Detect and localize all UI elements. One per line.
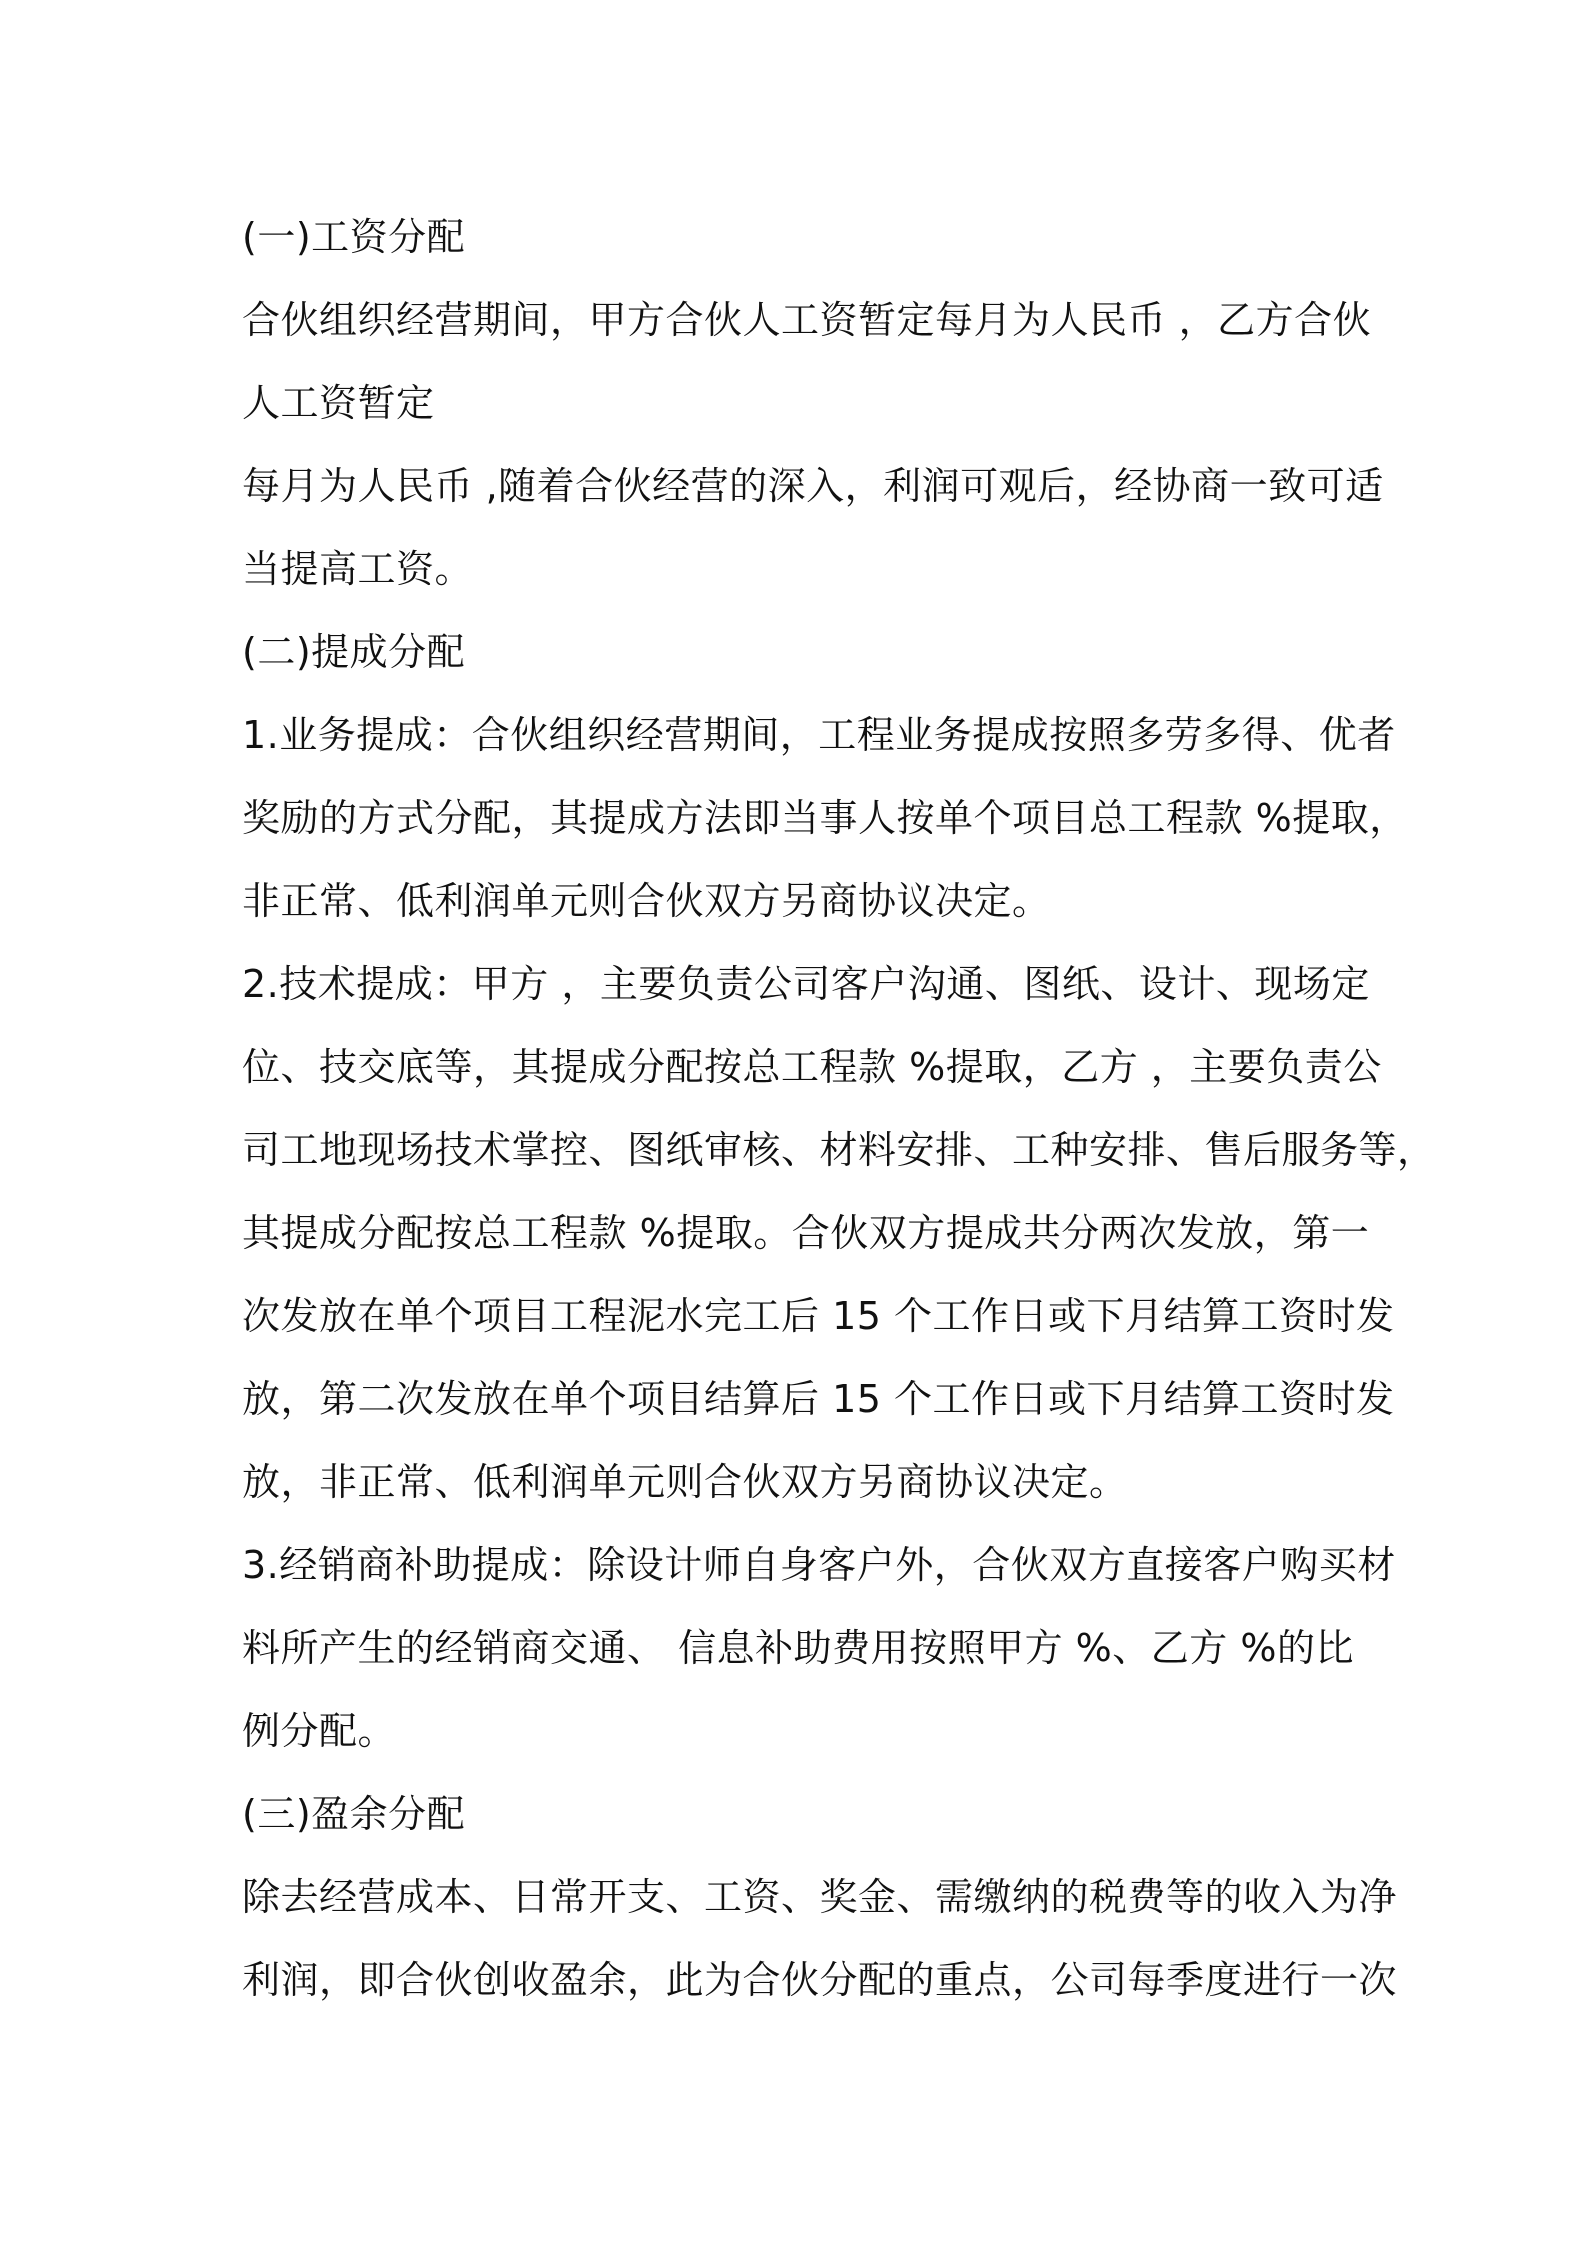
- text-line: 合伙组织经营期间，甲方合伙人工资暂定每月为人民币 ，乙方合伙: [242, 298, 1372, 342]
- text-line: 非正常、低利润单元则合伙双方另商协议决定。: [242, 879, 1051, 923]
- section-heading-wage: (一)工资分配: [242, 215, 466, 259]
- text-line: 其提成分配按总工程款 %提取。合伙双方提成共分两次发放，第一: [242, 1211, 1370, 1255]
- text-line: 1.业务提成：合伙组织经营期间，工程业务提成按照多劳多得、优者: [242, 713, 1396, 757]
- section-heading-surplus: (三)盈余分配: [242, 1792, 466, 1836]
- text-line: 放，第二次发放在单个项目结算后 15 个工作日或下月结算工资时发: [242, 1377, 1395, 1421]
- text-line: 司工地现场技术掌控、图纸审核、材料安排、工种安排、售后服务等，: [242, 1128, 1436, 1172]
- text-line: 利润，即合伙创收盈余，此为合伙分配的重点，公司每季度进行一次: [242, 1958, 1398, 2002]
- text-line: 2.技术提成：甲方 ，主要负责公司客户沟通、图纸、设计、现场定: [242, 962, 1370, 1006]
- text-line: 料所产生的经销商交通、 信息补助费用按照甲方 %、乙方 %的比: [242, 1626, 1354, 1670]
- text-line: 例分配。: [242, 1709, 397, 1753]
- text-line: 放，非正常、低利润单元则合伙双方另商协议决定。: [242, 1460, 1128, 1504]
- text-line: 3.经销商补助提成：除设计师自身客户外，合伙双方直接客户购买材: [242, 1543, 1396, 1587]
- text-line: 位、技交底等，其提成分配按总工程款 %提取，乙方 ，主要负责公: [242, 1045, 1382, 1089]
- document-body: [242, 196, 1436, 2022]
- text-line: 奖励的方式分配，其提成方法即当事人按单个项目总工程款 %提取，: [242, 796, 1408, 840]
- text-line: 次发放在单个项目工程泥水完工后 15 个工作日或下月结算工资时发: [242, 1294, 1395, 1338]
- text-line: 当提高工资。: [242, 547, 474, 591]
- section-heading-commission: (二)提成分配: [242, 630, 466, 674]
- text-line: 每月为人民币 ,随着合伙经营的深入，利润可观后，经协商一致可适: [242, 464, 1384, 508]
- text-line: 人工资暂定: [242, 381, 435, 425]
- text-line: 除去经营成本、日常开支、工资、奖金、需缴纳的税费等的收入为净: [242, 1875, 1398, 1919]
